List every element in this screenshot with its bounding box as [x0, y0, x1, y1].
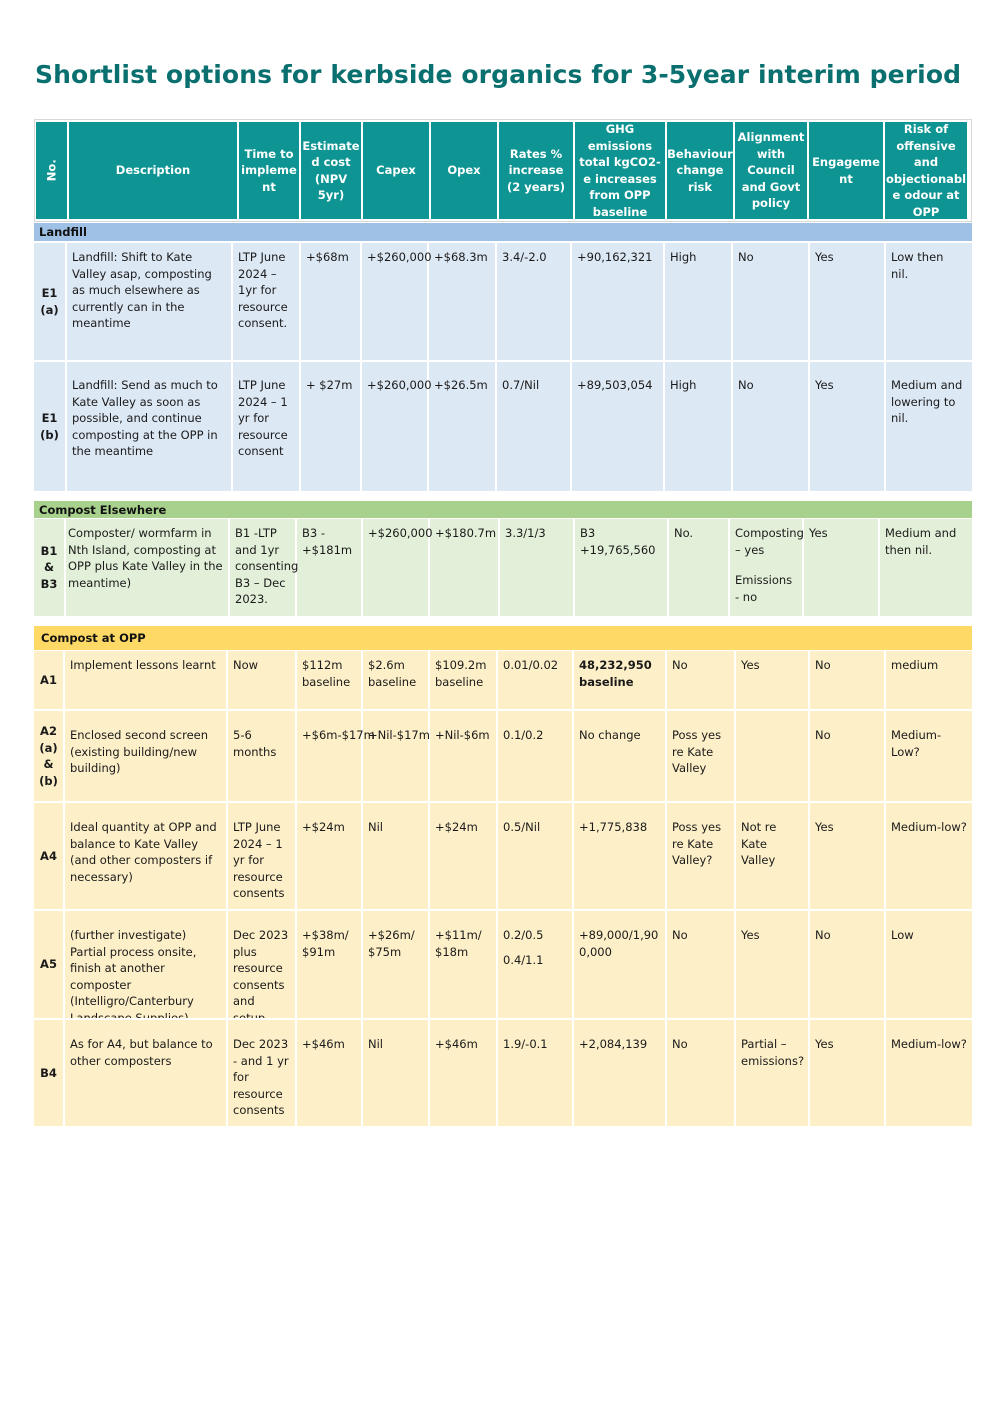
table-row — [34, 519, 972, 616]
header-opex: Opex — [431, 122, 497, 219]
capex: +Nil-$17m — [363, 711, 430, 801]
description: (further investigate) Partial process onsite, finish at another composter (Intelligro/Canterbury — [65, 911, 228, 1018]
rates: 0.5/Nil — [498, 803, 574, 909]
rates: 0.1/0.2 — [498, 711, 574, 801]
row-number: E1 (b) — [34, 362, 67, 491]
capex: +$260,000 — [362, 243, 429, 360]
time: Dec 2023 plus resource consents and — [228, 911, 297, 1018]
behaviour: High — [665, 362, 733, 491]
engagement: No — [810, 911, 886, 1018]
description: Landfill: Shift to Kate Valley asap, composting as much elsewhere as currently can in the meantime — [67, 243, 233, 360]
time: LTP June 2024 – 1yr for resource consent. — [233, 243, 301, 360]
rates — [498, 911, 574, 1018]
ghg: +1,775,838 — [574, 803, 667, 909]
estimated-cost: +$24m — [297, 803, 363, 909]
header-odour: Risk of offensive and objectionabl e odour at OPP — [885, 122, 967, 219]
odour: Medium-low? — [891, 820, 967, 834]
header-capex: Capex — [363, 122, 429, 219]
table-header — [34, 119, 972, 222]
time: Now — [228, 651, 297, 709]
description: Ideal quantity at OPP and balance to Kate Valley (and other composters if necessary) — [65, 803, 228, 909]
rates-line-1: 0.2/0.5 — [503, 928, 544, 942]
odour: Medium-low? — [891, 1037, 967, 1051]
capex: +$260,000 — [363, 519, 430, 616]
alignment — [736, 711, 810, 801]
header-description: Description — [69, 122, 237, 219]
table-row — [34, 360, 972, 491]
time: Dec 2023 - and 1 yr for resource consents — [228, 1020, 297, 1126]
rates: 0.01/0.02 — [498, 651, 574, 709]
estimated-cost: + $27m — [301, 362, 362, 491]
opex: +$180.7m — [430, 519, 500, 616]
engagement: No — [810, 711, 886, 801]
row-number: B1 & B3 — [34, 519, 66, 616]
table-row — [34, 709, 972, 801]
table-row — [34, 909, 972, 1018]
capex: +$26m/$75m — [363, 911, 430, 1018]
engagement: Yes — [810, 243, 886, 360]
estimated-cost: +$38m/$91m — [297, 911, 363, 1018]
alignment: Not re Kate Valley — [736, 803, 810, 909]
rates: 3.4/-2.0 — [497, 243, 572, 360]
estimated-cost: $112m baseline — [297, 651, 363, 709]
header-ghg: GHG emissions total kgCO2-e increases from OPP baseline — [575, 122, 665, 219]
opex: +$24m — [430, 803, 498, 909]
row-number: E1 (a) — [34, 243, 67, 360]
alignment-line-2: Emissions - no — [735, 573, 793, 604]
odour: medium — [891, 658, 939, 672]
time: 5-6 months — [228, 711, 297, 801]
header-alignment: Alignment with Council and Govt policy — [735, 122, 807, 219]
opex: +$11m/$18m — [430, 911, 498, 1018]
odour: Medium-Low? — [891, 728, 942, 759]
row-number: A5 — [34, 911, 65, 1018]
rates: 3.3/1/3 — [500, 519, 575, 616]
capex: +$260,000 — [362, 362, 429, 491]
description: Implement lessons learnt — [65, 651, 228, 709]
capex: Nil — [363, 1020, 430, 1126]
header-no: No. — [36, 122, 67, 219]
header-engagement: Engageme nt — [809, 122, 883, 219]
alignment: Partial – emissions? — [736, 1020, 810, 1126]
opex: +Nil-$6m — [430, 711, 498, 801]
engagement: Yes — [804, 519, 880, 616]
alignment — [730, 519, 804, 616]
estimated-cost: +$46m — [297, 1020, 363, 1126]
header-estimated-cost: Estimate d cost (NPV 5yr) — [301, 122, 361, 219]
opex: +$46m — [430, 1020, 498, 1126]
description: Composter/ wormfarm in Nth Island, composting at OPP plus Kate Valley in the meantime) — [66, 519, 230, 616]
estimated-cost: +$68m — [301, 243, 362, 360]
table-row — [34, 243, 972, 360]
page-title: Shortlist options for kerbside organics for 3-5year interim period — [35, 60, 962, 89]
ghg: +89,000/1,900,000 — [574, 911, 667, 1018]
time: LTP June 2024 – 1 yr for resource consents — [228, 803, 297, 909]
engagement: Yes — [810, 1020, 886, 1126]
estimated-cost: +$6m-$17m — [297, 711, 363, 801]
ghg: B3 +19,765,560 — [575, 519, 669, 616]
ghg: +89,503,054 — [572, 362, 665, 491]
ghg: No change — [574, 711, 667, 801]
rates: 1.9/-0.1 — [498, 1020, 574, 1126]
alignment: Yes — [736, 651, 810, 709]
behaviour: No — [667, 911, 736, 1018]
rates: 0.7/Nil — [497, 362, 572, 491]
row-number: A1 — [34, 651, 65, 709]
engagement: Yes — [810, 362, 886, 491]
capex: Nil — [363, 803, 430, 909]
behaviour: No — [667, 1020, 736, 1126]
alignment-line-1: Composting – yes — [735, 526, 804, 557]
row-number: B4 — [34, 1020, 65, 1126]
section-compost-opp: Compost at OPP — [34, 626, 972, 650]
odour: Medium and then nil. — [885, 526, 957, 557]
header-time: Time to impleme nt — [239, 122, 299, 219]
section-landfill: Landfill — [34, 223, 972, 241]
opex: +$26.5m — [429, 362, 497, 491]
engagement: No — [810, 651, 886, 709]
header-rates: Rates % increase (2 years) — [499, 122, 573, 219]
engagement: Yes — [810, 803, 886, 909]
row-number: A2 (a) & (b) — [34, 711, 65, 801]
table-row — [34, 801, 972, 909]
alignment: No — [733, 243, 810, 360]
rates-line-2: 0.4/1.1 — [503, 952, 544, 967]
opex: +$68.3m — [429, 243, 497, 360]
alignment: No — [733, 362, 810, 491]
ghg: 48,232,950 baseline — [574, 651, 667, 709]
odour: Low — [891, 928, 914, 942]
alignment: Yes — [736, 911, 810, 1018]
odour: Medium and lowering to nil. — [891, 378, 963, 425]
opex: $109.2m baseline — [430, 651, 498, 709]
capex: $2.6m baseline — [363, 651, 430, 709]
description: As for A4, but balance to other composters — [65, 1020, 228, 1126]
behaviour: Poss yes re Kate Valley — [667, 711, 736, 801]
table-row — [34, 651, 972, 709]
description: Enclosed second screen (existing building/new building) — [65, 711, 228, 801]
section-compost-elsewhere: Compost Elsewhere — [34, 501, 972, 518]
table-row — [34, 1018, 972, 1126]
header-behaviour: Behaviour change risk — [667, 122, 733, 219]
description: Landfill: Send as much to Kate Valley as soon as possible, and continue composting at the OPP in the meantime — [67, 362, 233, 491]
behaviour: No — [667, 651, 736, 709]
odour: Low then nil. — [891, 250, 944, 281]
estimated-cost: B3 - +$181m — [297, 519, 363, 616]
ghg: +90,162,321 — [572, 243, 665, 360]
behaviour: High — [665, 243, 733, 360]
ghg: +2,084,139 — [574, 1020, 667, 1126]
time: LTP June 2024 – 1 yr for resource consent — [233, 362, 301, 491]
behaviour: Poss yes re Kate Valley? — [667, 803, 736, 909]
behaviour: No. — [669, 519, 730, 616]
row-number: A4 — [34, 803, 65, 909]
time: B1 -LTP and 1yr consenting B3 – Dec 2023. — [230, 519, 297, 616]
